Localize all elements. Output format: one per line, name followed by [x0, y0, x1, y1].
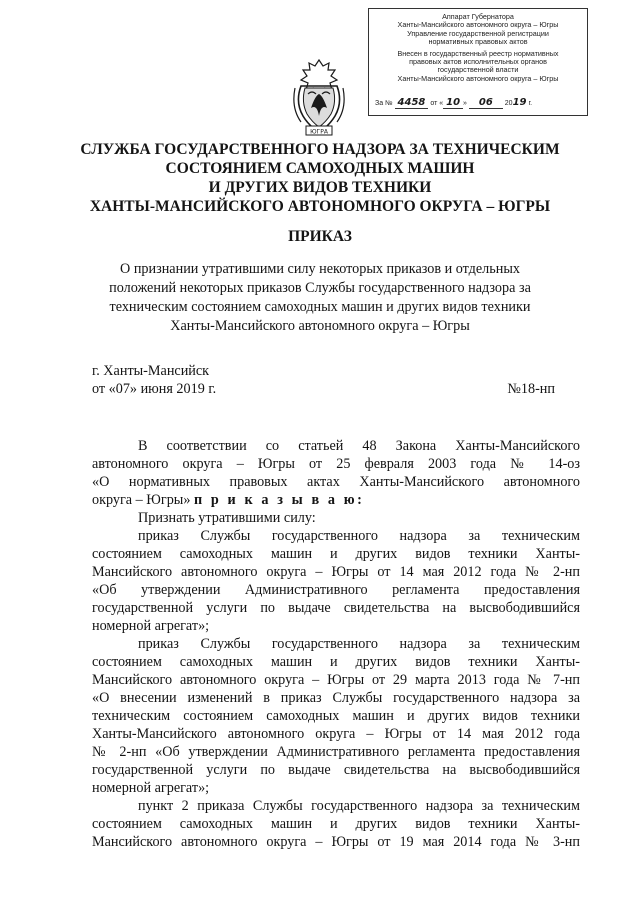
clause-1-line: Мансийского автономного округа – Югры от 14 мая 2012 года № 2-нп: [92, 564, 580, 580]
preamble-line: автономного округа – Югры от 25 февраля 2003 года № 14-оз: [92, 456, 580, 472]
clause-1-line: государственной услуги по выдаче свидетельства на высвободившийся: [92, 600, 580, 616]
clause-2-line: Ханты-Мансийского автономного округа – Югры от 14 мая 2012 года: [92, 726, 580, 742]
clauses-section: [92, 509, 580, 851]
document-type: ПРИКАЗ: [288, 228, 352, 245]
document-number: №18-нп: [507, 381, 555, 397]
document-place: г. Ханты-Мансийск: [92, 363, 210, 379]
stamp-reg-from: от «: [430, 99, 444, 107]
order-word: п р и к а з ы в а ю:: [193, 492, 365, 508]
preamble-line: В соответствии со статьей 48 Закона Ханты-Мансийского: [138, 438, 580, 454]
clause-1-line: приказ Службы государственного надзора за техническим: [138, 528, 580, 544]
subject-line: положений некоторых приказов Службы государственного надзора за: [109, 280, 531, 296]
emblem-label: ЮГРА: [310, 128, 328, 136]
registration-stamp: [368, 8, 588, 116]
clause-1-line: состоянием самоходных машин и других видов техники Ханты-: [92, 546, 580, 562]
stamp-reg-prefix: За №: [375, 99, 393, 107]
stamp-reg-month: 06: [478, 96, 493, 108]
clause-3-line: состоянием самоходных машин и других видов техники Ханты-: [92, 816, 580, 832]
subject-line: О признании утратившими силу некоторых приказов и отдельных: [120, 261, 520, 277]
clause-2-line: приказ Службы государственного надзора за техническим: [138, 636, 580, 652]
issuing-authority-title: [60, 140, 580, 216]
title-line: ХАНТЫ-МАНСИЙСКОГО АВТОНОМНОГО ОКРУГА – ЮГРЫ: [89, 198, 551, 215]
clause-2-line: номерной агрегат»;: [92, 780, 210, 796]
title-line: СЛУЖБА ГОСУДАРСТВЕННОГО НАДЗОРА ЗА ТЕХНИЧЕСКИМ: [80, 141, 560, 158]
stamp-line: Аппарат Губернатора: [442, 12, 514, 21]
clause-2-line: «О внесении изменений в приказ Службы государственного надзора за: [92, 690, 580, 706]
stamp-reg-year-prefix: 20: [504, 99, 513, 107]
stamp-registration-row: За № 4458 от « 10 » 06 2019 г.: [375, 96, 533, 108]
preamble-last-line: [92, 491, 580, 509]
stamp-line: Внесен в государственный реестр нормативных: [397, 48, 559, 58]
stamp-line: государственной власти: [437, 65, 519, 75]
stamp-line: Ханты-Мансийского автономного округа – Югры: [397, 20, 559, 30]
clause-2-line: Мансийского автономного округа – Югры от 29 марта 2013 года № 7-нп: [92, 672, 580, 688]
coat-of-arms-icon: [291, 58, 347, 138]
clause-2-line: № 2-нп «Об утверждении Административного регламента предоставления: [92, 744, 580, 760]
title-line: СОСТОЯНИЕМ САМОХОДНЫХ МАШИН: [165, 160, 475, 177]
document-subject: [80, 260, 560, 336]
stamp-line: Ханты-Мансийского автономного округа – Югры: [397, 73, 559, 83]
stamp-line: Управление государственной регистрации: [407, 28, 549, 38]
clause-1-line: «Об утверждении Административного регламента предоставления: [92, 582, 580, 598]
stamp-reg-day: 10: [446, 96, 461, 108]
clause-2-line: техническим состоянием самоходных машин и других видов техники: [92, 708, 580, 724]
clauses-intro: Признать утратившими силу:: [138, 510, 316, 526]
stamp-reg-suffix: г.: [528, 99, 533, 107]
clause-2-line: государственной услуги по выдаче свидетельства на высвободившийся: [92, 762, 580, 778]
clause-2-line: состоянием самоходных машин и других видов техники Ханты-: [92, 654, 580, 670]
coat-of-arms-emblem: [291, 58, 347, 138]
preamble-line-tail: округа – Югры»: [92, 492, 191, 508]
stamp-reg-number: 4458: [397, 96, 426, 108]
stamp-line: правовых актов исполнительных органов: [409, 57, 547, 67]
clause-1-line: номерной агрегат»;: [92, 618, 210, 634]
preamble-line: «О нормативных правовых актах Ханты-Мансийского автономного: [92, 474, 580, 490]
clause-3-line: пункт 2 приказа Службы государственного надзора за техническим: [138, 798, 580, 814]
clause-3-line: Мансийского автономного округа – Югры от 19 мая 2014 года № 3-нп: [92, 834, 580, 850]
title-line: И ДРУГИХ ВИДОВ ТЕХНИКИ: [208, 179, 432, 196]
subject-line: техническим состоянием самоходных машин и других видов техники: [109, 299, 531, 315]
stamp-reg-year: 19: [512, 96, 527, 108]
preamble-paragraph: [92, 437, 580, 509]
stamp-line: нормативных правовых актов: [428, 37, 528, 47]
document-date: от «07» июня 2019 г.: [92, 381, 217, 397]
subject-line: Ханты-Мансийского автономного округа – Югры: [170, 318, 470, 334]
